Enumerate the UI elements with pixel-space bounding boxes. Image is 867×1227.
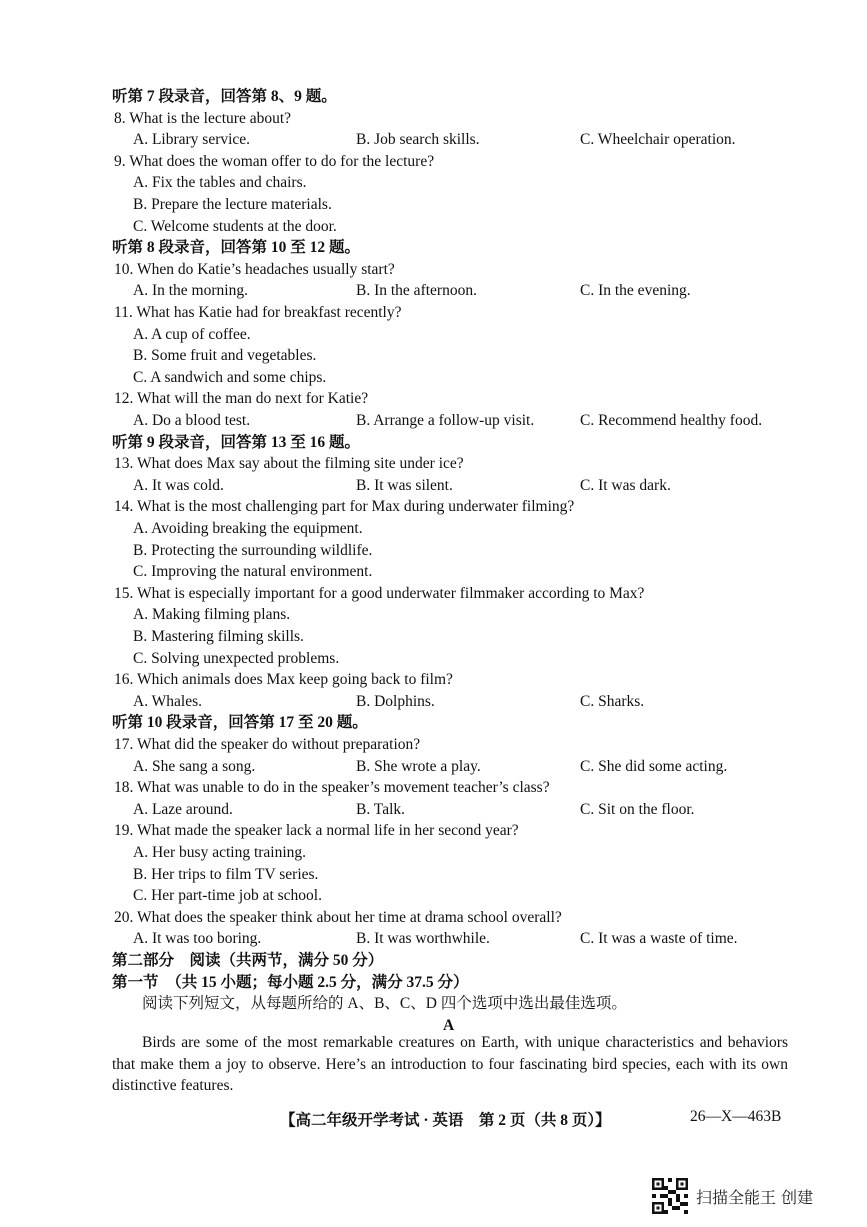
section-heading: 听第 8 段录音，回答第 10 至 12 题。	[112, 239, 361, 257]
answer-option: C. Sit on the floor.	[580, 800, 695, 818]
answer-option: B. Arrange a follow-up visit.	[356, 412, 535, 429]
answer-option: B. Talk.	[356, 800, 406, 818]
question-text: 14. What is the most challenging part for Max during underwater filming?	[114, 498, 575, 516]
answer-option: C. Her part-time job at school.	[133, 887, 322, 905]
answer-option: B. Her trips to film TV series.	[133, 865, 319, 883]
footer-title: 【高二年级开学考试 · 英语 第 2 页（共 8 页）】	[280, 1112, 611, 1129]
answer-option: C. Improving the natural environment.	[133, 563, 373, 581]
qr-code-icon	[652, 1178, 688, 1214]
answer-option: B. Prepare the lecture materials.	[133, 196, 332, 213]
watermark	[652, 1176, 813, 1216]
answer-option: B. It was worthwhile.	[356, 930, 490, 948]
answer-option: B. Job search skills.	[356, 131, 480, 149]
instruction-text: 阅读下列短文，从每题所给的 A、B、C、D 四个选项中选出最佳选项。	[142, 995, 627, 1013]
question-text: 20. What does the speaker think about her time at drama school overall?	[114, 908, 562, 926]
answer-option: A. She sang a song.	[133, 757, 256, 775]
question-text: 15. What is especially important for a good underwater filmmaker according to Max?	[114, 584, 645, 602]
question-text: 17. What did the speaker do without preparation?	[114, 736, 421, 753]
answer-option: C. A sandwich and some chips.	[133, 368, 327, 386]
answer-option: A. Avoiding breaking the equipment.	[133, 520, 363, 537]
answer-option: A. In the morning.	[133, 282, 248, 300]
question-text: 19. What made the speaker lack a normal life in her second year?	[114, 822, 519, 840]
question-text: 11. What has Katie had for breakfast recently?	[114, 304, 402, 321]
answer-option: C. She did some acting.	[580, 757, 728, 775]
passage-title: A	[443, 1016, 455, 1034]
question-text: 12. What will the man do next for Katie?	[114, 390, 369, 408]
question-text: 10. When do Katie’s headaches usually start?	[114, 260, 395, 278]
answer-option: A. Library service.	[133, 131, 251, 149]
answer-option: A. It was cold.	[133, 476, 224, 494]
answer-option: A. Laze around.	[133, 800, 233, 818]
passage-text: Birds are some of the most remarkable creatures on Earth, with unique characteristics and behaviors that make them a joy to observe. Here’s an introduction to four fascinating bird species, each with its own distinctive features.	[112, 1034, 788, 1094]
answer-option: C. Sharks.	[580, 692, 645, 710]
question-text: 8. What is the lecture about?	[114, 109, 292, 127]
answer-option: A. Fix the tables and chairs.	[133, 174, 307, 192]
answer-option: C. It was dark.	[580, 476, 671, 494]
answer-option: B. Mastering filming skills.	[133, 628, 304, 645]
passage-paragraph	[112, 1032, 788, 1097]
answer-option: C. Wheelchair operation.	[580, 131, 736, 149]
question-text: 9. What does the woman offer to do for the lecture?	[114, 152, 435, 170]
answer-option: C. Solving unexpected problems.	[133, 649, 340, 667]
question-text: 16. Which animals does Max keep going back to film?	[114, 671, 453, 689]
question-text: 13. What does Max say about the filming site under ice?	[114, 455, 464, 473]
watermark-text: 扫描全能王 创建	[696, 1187, 814, 1207]
answer-option: C. Welcome students at the door.	[133, 217, 337, 235]
answer-option: C. Recommend healthy food.	[580, 412, 763, 429]
answer-option: A. Do a blood test.	[133, 412, 251, 429]
footer-code: 26—X—463B	[690, 1108, 782, 1125]
answer-option: C. In the evening.	[580, 282, 691, 300]
answer-option: B. She wrote a play.	[356, 757, 481, 775]
question-text: 18. What was unable to do in the speaker’s movement teacher’s class?	[114, 779, 550, 797]
answer-option: C. It was a waste of time.	[580, 930, 738, 948]
section-heading: 听第 7 段录音，回答第 8、9 题。	[112, 88, 337, 105]
answer-option: A. Making filming plans.	[133, 606, 291, 624]
section-heading: 听第 10 段录音，回答第 17 至 20 题。	[112, 714, 368, 732]
part-heading: 第二部分 阅读（共两节，满分 50 分）	[112, 952, 384, 969]
section-heading: 听第 9 段录音，回答第 13 至 16 题。	[112, 433, 361, 451]
answer-option: A. Her busy acting training.	[133, 844, 307, 861]
answer-option: A. It was too boring.	[133, 930, 262, 948]
answer-option: B. Dolphins.	[356, 692, 435, 710]
section-heading: 第一节 （共 15 小题；每小题 2.5 分，满分 37.5 分）	[112, 973, 469, 991]
answer-option: A. Whales.	[133, 692, 203, 710]
answer-option: B. It was silent.	[356, 476, 453, 494]
answer-option: B. Some fruit and vegetables.	[133, 347, 317, 365]
answer-option: A. A cup of coffee.	[133, 325, 251, 343]
answer-option: B. Protecting the surrounding wildlife.	[133, 541, 373, 559]
answer-option: B. In the afternoon.	[356, 282, 477, 300]
